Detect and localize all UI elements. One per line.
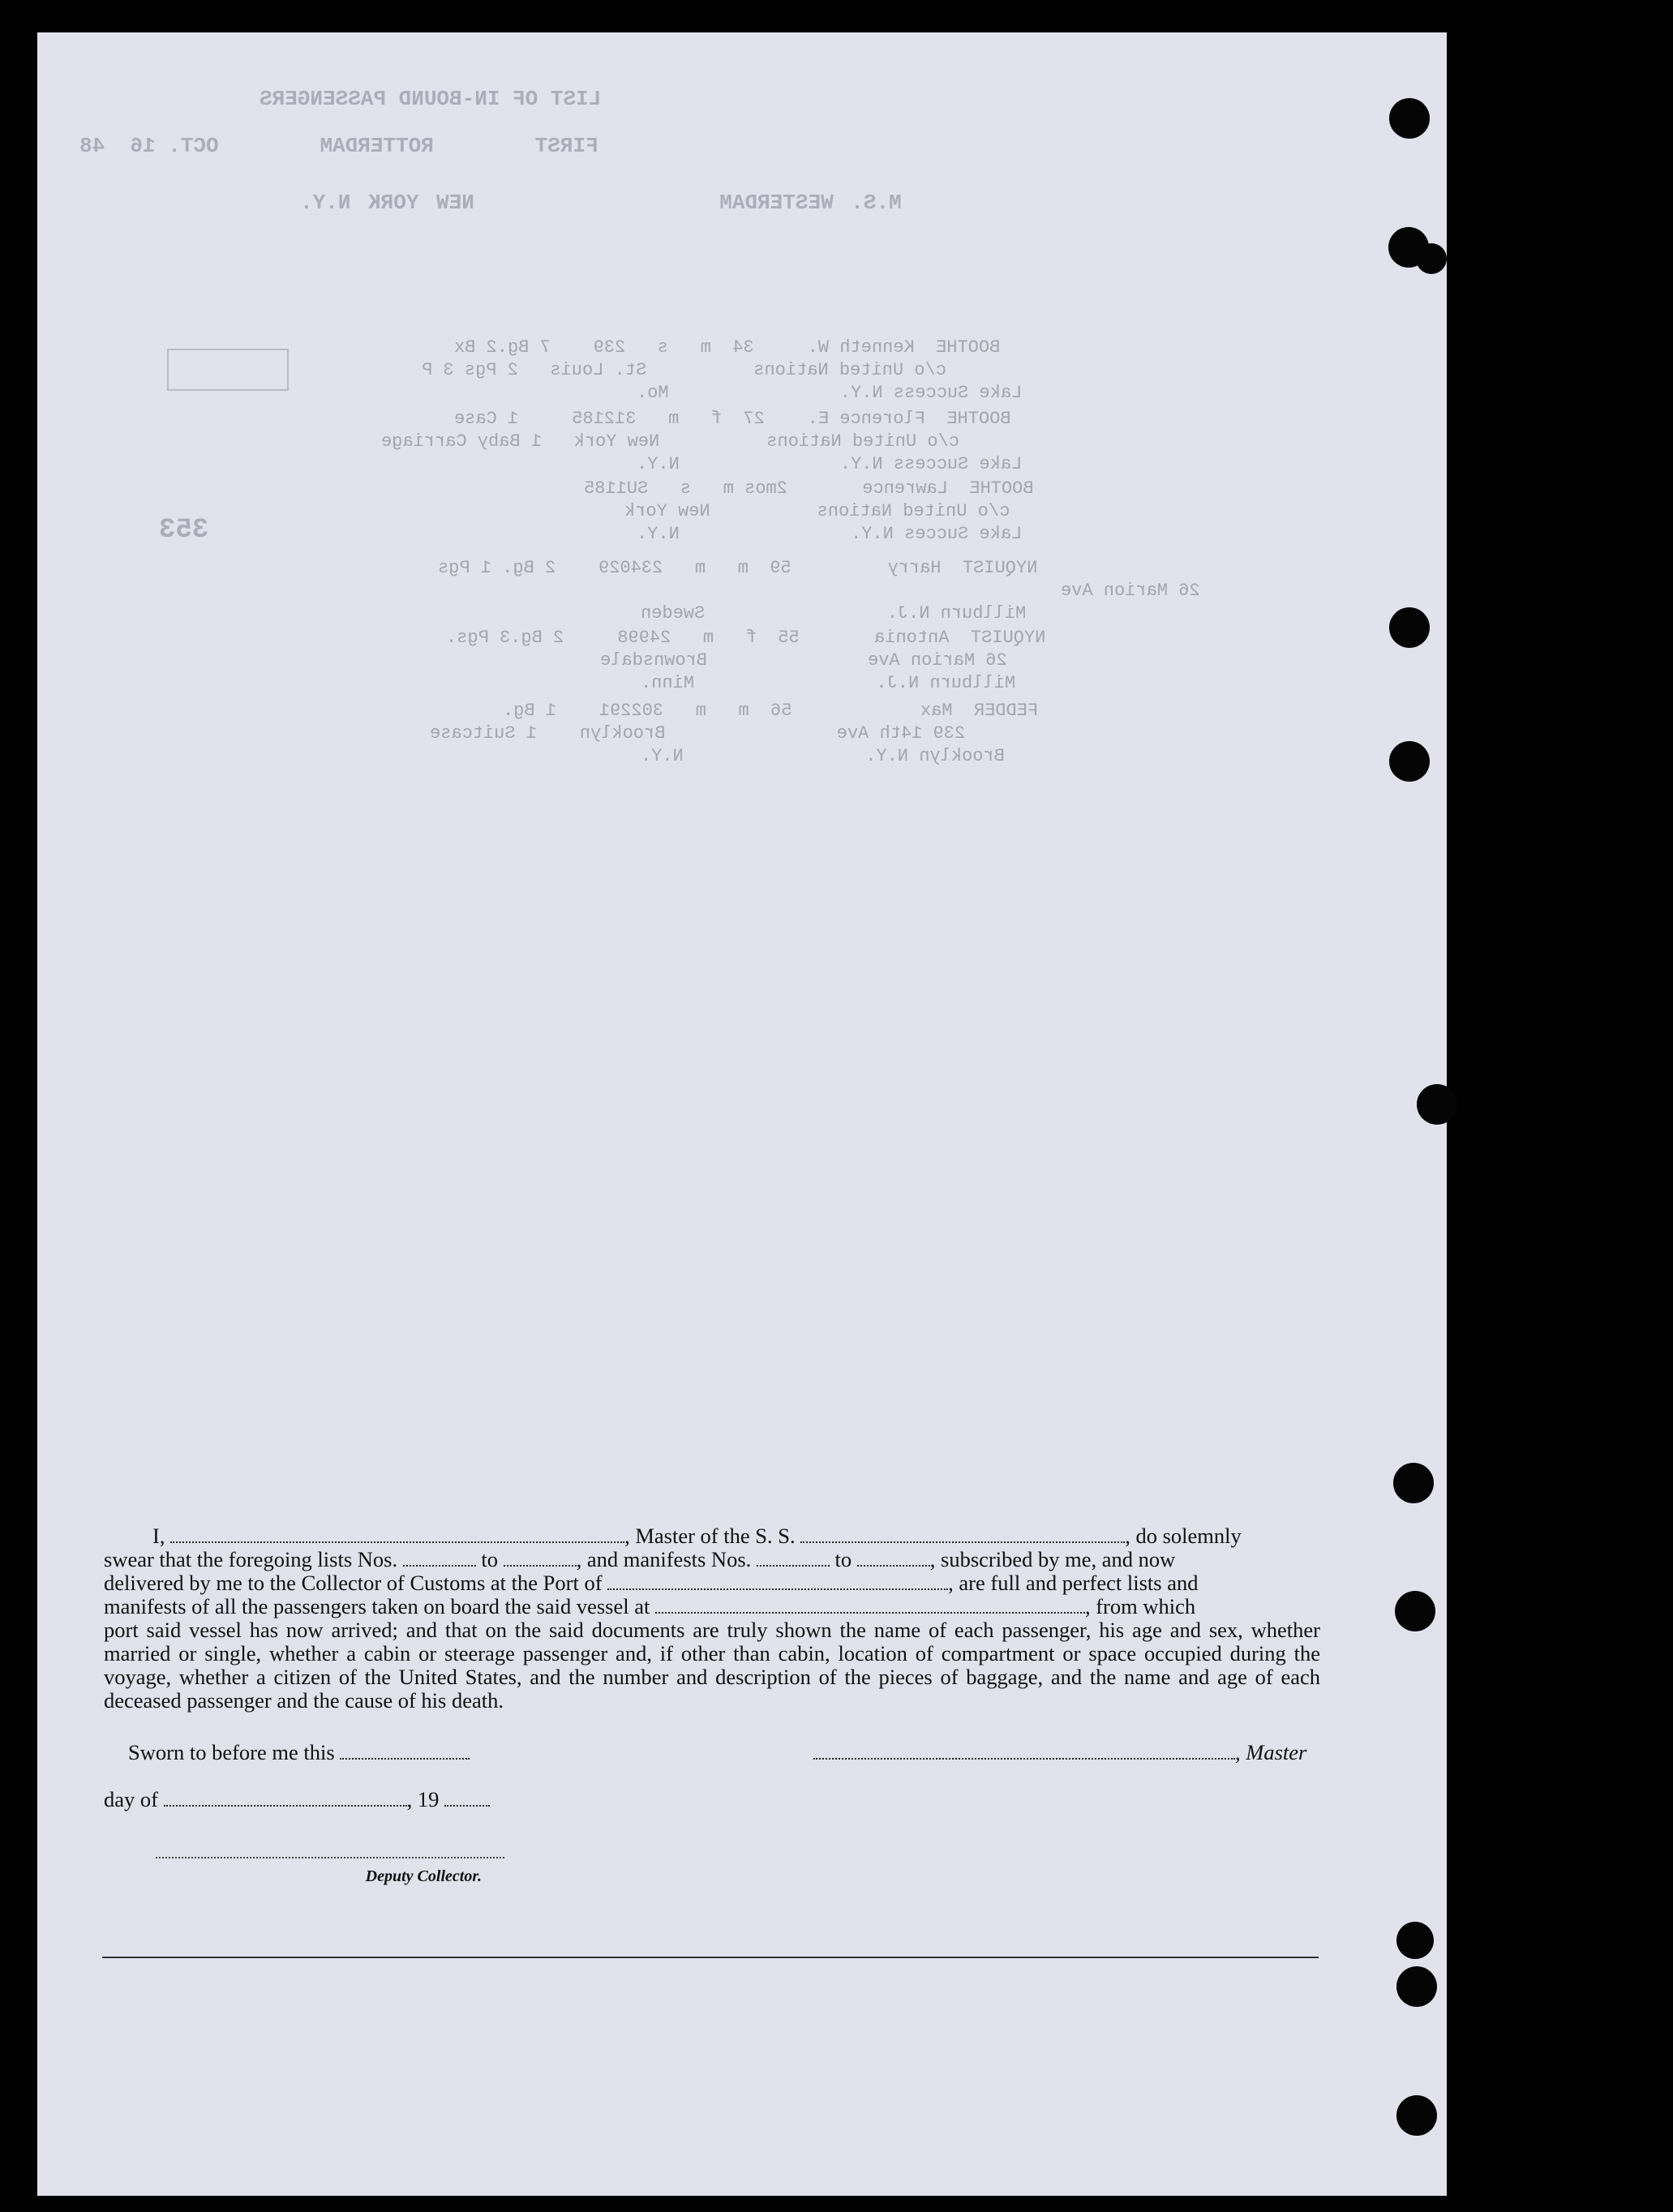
deputy-signature-field[interactable] [156, 1845, 504, 1858]
day-of-row [104, 1787, 490, 1812]
bleed-row: BOOTHE Lawrence 2mos m s SU1185 [584, 478, 1034, 499]
bleed-row: Brooklyn N.Y. N.Y. [641, 746, 1005, 766]
day-of-field[interactable] [164, 1789, 407, 1807]
bleed-header-title: LIST OF IN-BOUND PASSENGERS [260, 87, 602, 111]
bleed-row: NYQUIST Antonia 55 f m 24998 2 Bg.3 Pgs. [446, 628, 1046, 648]
punch-hole-6 [1417, 1084, 1457, 1125]
oath-text: , and manifests Nos. [576, 1547, 752, 1571]
year-label: , 19 [406, 1787, 440, 1811]
oath-text: , Master of the S. S. [624, 1524, 796, 1548]
oath-line-2 [104, 1548, 1320, 1571]
bleed-row: c/o United Nations St. Louis 2 Pgs 3 P [422, 360, 946, 380]
oath-text: manifests of all the passengers taken on board the said vessel at [104, 1594, 650, 1618]
oath-text: , do solemnly [1125, 1524, 1242, 1548]
master-label: , Master [1235, 1740, 1307, 1764]
bleed-side-number: 353 [159, 515, 209, 546]
master-signature-row [813, 1740, 1306, 1765]
embark-port-field[interactable] [655, 1596, 1085, 1614]
bleed-row: NYQUIST Harry 59 m m 234029 2 Bg. 1 Pgs [438, 558, 1038, 578]
bleed-row: c/o United Nations New York 1 Baby Carriage [381, 431, 959, 452]
punch-hole-10 [1396, 1966, 1437, 2007]
oath-text: , are full and perfect lists and [948, 1571, 1199, 1595]
day-of-label: day of [104, 1787, 158, 1811]
punch-hole-3 [1416, 243, 1447, 274]
bottom-rule [102, 1957, 1319, 1958]
oath-line-1 [104, 1524, 1320, 1548]
oath-text: , subscribed by me, and now [929, 1547, 1176, 1571]
bleed-row: Lake Success N.Y. N.Y. [637, 454, 1023, 474]
list-to-field[interactable] [504, 1549, 577, 1567]
punch-hole-9 [1396, 1922, 1434, 1959]
oath-text: I, [152, 1524, 165, 1548]
bleed-row: BOOTHE Kenneth W. 34 m s 239 7 Bg.2 Bx [454, 337, 1001, 358]
oath-line-4 [104, 1595, 1320, 1618]
port-field[interactable] [607, 1572, 948, 1590]
bleed-row: c/o United Nations New York [624, 501, 1010, 521]
bleed-row: Lake Succes N.Y. N.Y. [637, 524, 1023, 544]
list-from-field[interactable] [403, 1549, 476, 1567]
bleed-stamp [167, 349, 289, 391]
oath-rest: port said vessel has now arrived; and that on the said documents are truly shown the name of each passenger, his age and sex, whether married or single, whether a cabin or steerage passenger and, if other than cabin, location of compartment or space occupied during the voyage, whether a citizen of the United States, and the number and description of the pieces of baggage, and the name and age of each deceased passenger and the cause of his death. [104, 1618, 1320, 1713]
sworn-label: Sworn to before me this [128, 1740, 335, 1764]
master-name-field[interactable] [170, 1525, 624, 1543]
oath-text: , from which [1084, 1594, 1196, 1618]
bleed-row: FEDDER Max 56 m m 302291 1 Bg. [503, 701, 1039, 721]
oath-text: swear that the foregoing lists Nos. [104, 1547, 398, 1571]
bleed-row: 26 Marion Ave [1061, 581, 1200, 601]
ship-name-field[interactable] [800, 1525, 1125, 1543]
bleed-header-class: FIRST ROTTERDAM OCT. 16 48 [79, 134, 598, 158]
oath-line-3 [104, 1571, 1320, 1595]
bleed-row: Lake Success N.Y. Mo. [637, 383, 1023, 403]
punch-hole-8 [1395, 1591, 1435, 1631]
bleed-row: Millburn N.J. Sweden [641, 603, 1027, 624]
manifest-to-field[interactable] [857, 1549, 930, 1567]
year-field[interactable] [444, 1789, 490, 1807]
oath-paragraph [104, 1524, 1320, 1713]
master-signature-field[interactable] [813, 1742, 1235, 1760]
punch-hole-7 [1393, 1463, 1434, 1503]
sworn-row [128, 1740, 470, 1765]
bleed-header-ship: M.S. WESTERDAM NEW YORK N.Y. [300, 191, 902, 215]
bleed-row: 239 14th Ave Brooklyn 1 Suitcase [430, 723, 966, 744]
manifest-from-field[interactable] [757, 1549, 830, 1567]
deputy-collector-row [156, 1839, 504, 1886]
bleed-row: 26 Marion Ave Brownsdale [600, 650, 1007, 671]
sworn-date-field[interactable] [340, 1742, 470, 1760]
punch-hole-5 [1389, 741, 1430, 782]
punch-hole-4 [1389, 607, 1430, 648]
oath-text: to [834, 1547, 852, 1571]
punch-hole-11 [1396, 2095, 1437, 2136]
deputy-collector-label: Deputy Collector. [365, 1867, 482, 1885]
oath-text: delivered by me to the Collector of Customs at the Port of [104, 1571, 603, 1595]
bleed-row: Millburn N.J. Minn. [641, 673, 1016, 693]
bleed-row: BOOTHE Florence E. 27 f m 312185 1 Case [454, 409, 1011, 429]
oath-text: to [481, 1547, 498, 1571]
punch-hole-1 [1389, 98, 1430, 139]
